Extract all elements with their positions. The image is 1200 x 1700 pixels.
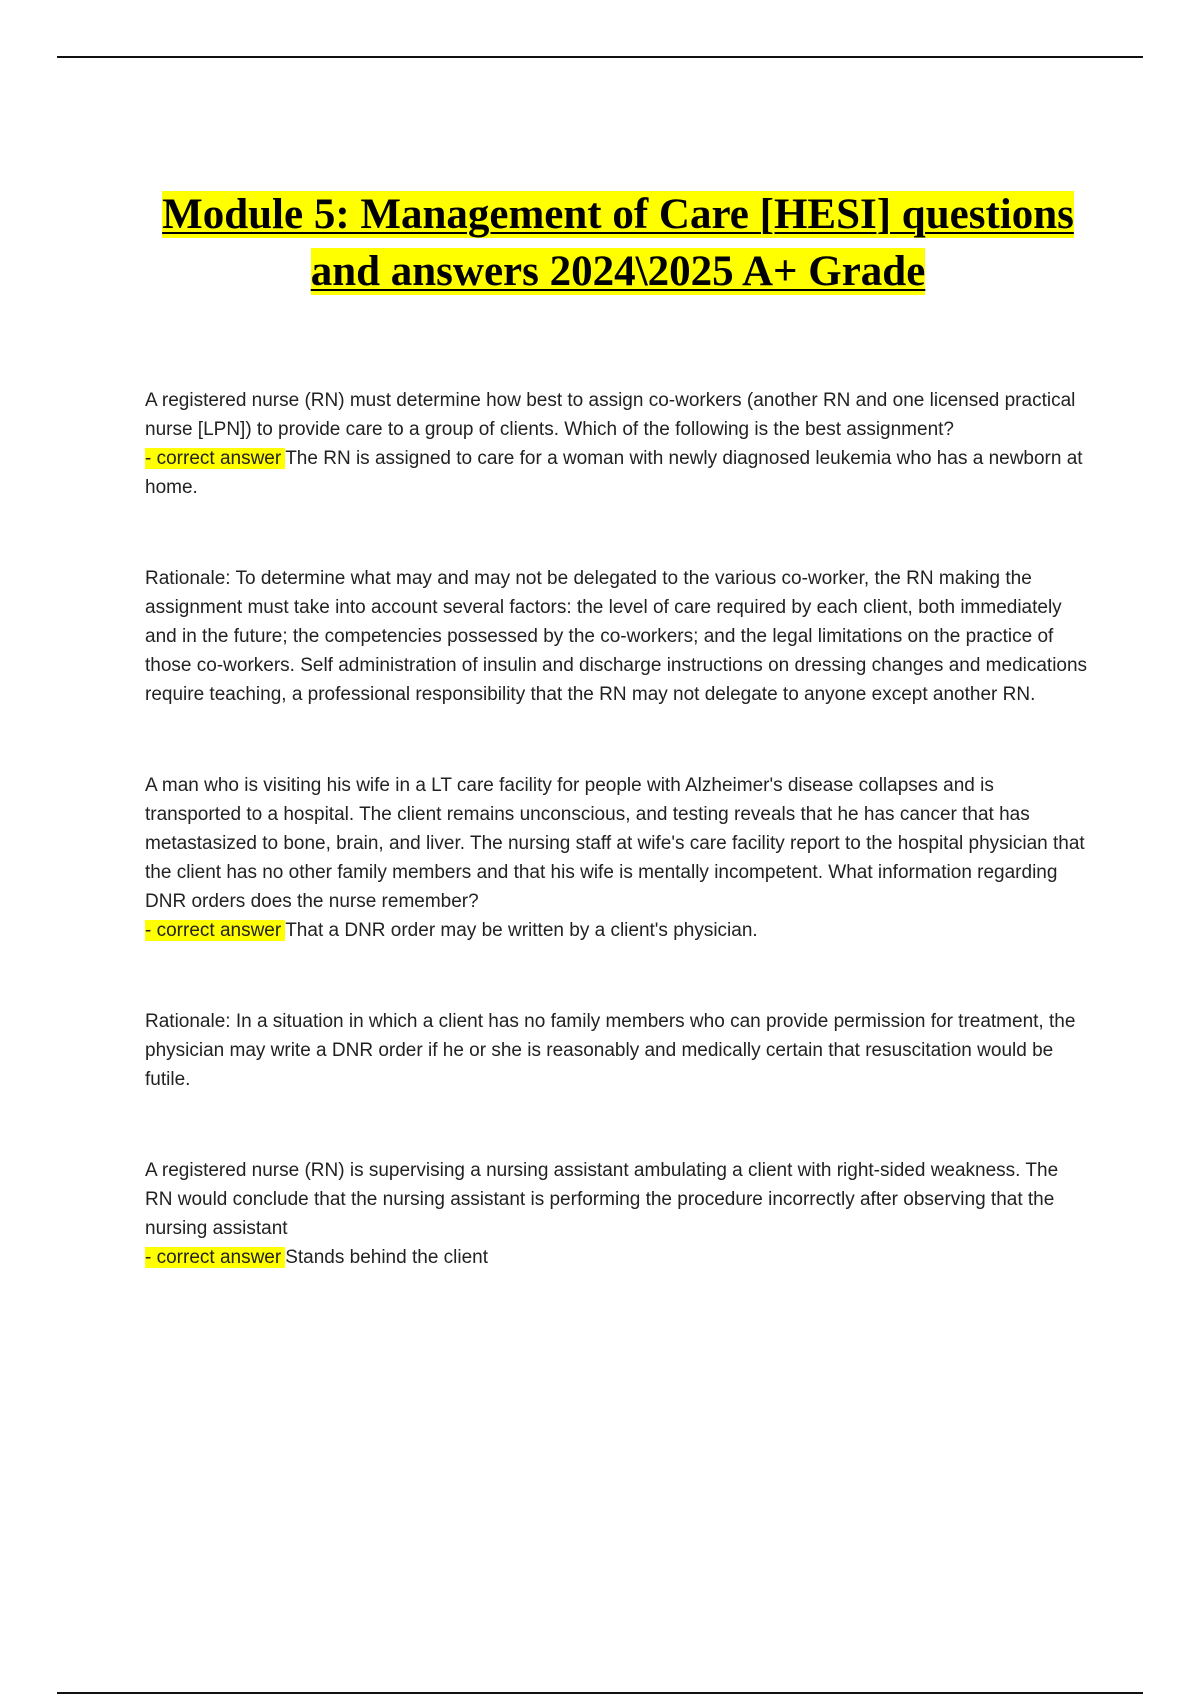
question-3-text: A registered nurse (RN) is supervising a nursing assistant ambulating a client with right-sided weakness. The RN would conclude that the nursing assistant is performing the procedure incorrectly after observing that the nursing assistant (145, 1160, 1059, 1239)
document-body (145, 386, 1090, 1272)
rationale-2: Rationale: In a situation in which a client has no family members who can provide permission for treatment, the physician may write a DNR order if he or she is reasonably and medically certain that resuscitation would be futile. (145, 1011, 1076, 1090)
question-1 (145, 386, 1090, 502)
correct-answer-label-1: - correct answer (145, 448, 285, 469)
title-line-2: and answers 2024\2025 A+ Grade (310, 248, 926, 295)
correct-answer-label-2: - correct answer (145, 920, 285, 941)
question-2 (145, 771, 1090, 945)
answer-3-text: Stands behind the client (285, 1247, 489, 1268)
question-2-text: A man who is visiting his wife in a LT care facility for people with Alzheimer's disease collapses and is transported to a hospital. The client remains unconscious, and testing reveals that he has cancer that has metastasized to bone, brain, and liver. The nursing staff at wife's care facility report to the hospital physician that the client has no other family members and that his wife is mentally incompetent. What information regarding DNR orders does the nurse remember? (145, 775, 1085, 912)
correct-answer-label-3: - correct answer (145, 1247, 285, 1268)
document-title (100, 186, 1136, 300)
question-3 (145, 1156, 1090, 1272)
answer-1-text: The RN is assigned to care for a woman with newly diagnosed leukemia who has a newborn at home. (145, 448, 1083, 498)
header-rule (57, 56, 1143, 58)
answer-2-text: That a DNR order may be written by a client's physician. (285, 920, 758, 941)
question-1-text: A registered nurse (RN) must determine how best to assign co-workers (another RN and one licensed practical nurse [LPN]) to provide care to a group of clients. Which of the following is the best assignment? (145, 390, 1076, 440)
title-line-1: Module 5: Management of Care [HESI] questions (162, 191, 1074, 238)
rationale-1: Rationale: To determine what may and may not be delegated to the various co-worker, the RN making the assignment must take into account several factors: the level of care required by each client, both immediately and in the future; the competencies possessed by the co-workers; and the legal limitations on the practice of those co-workers. Self administration of insulin and discharge instructions on dressing changes and medications require teaching, a professional responsibility that the RN may not delegate to anyone except another RN. (145, 568, 1088, 705)
footer-rule (57, 1692, 1143, 1694)
